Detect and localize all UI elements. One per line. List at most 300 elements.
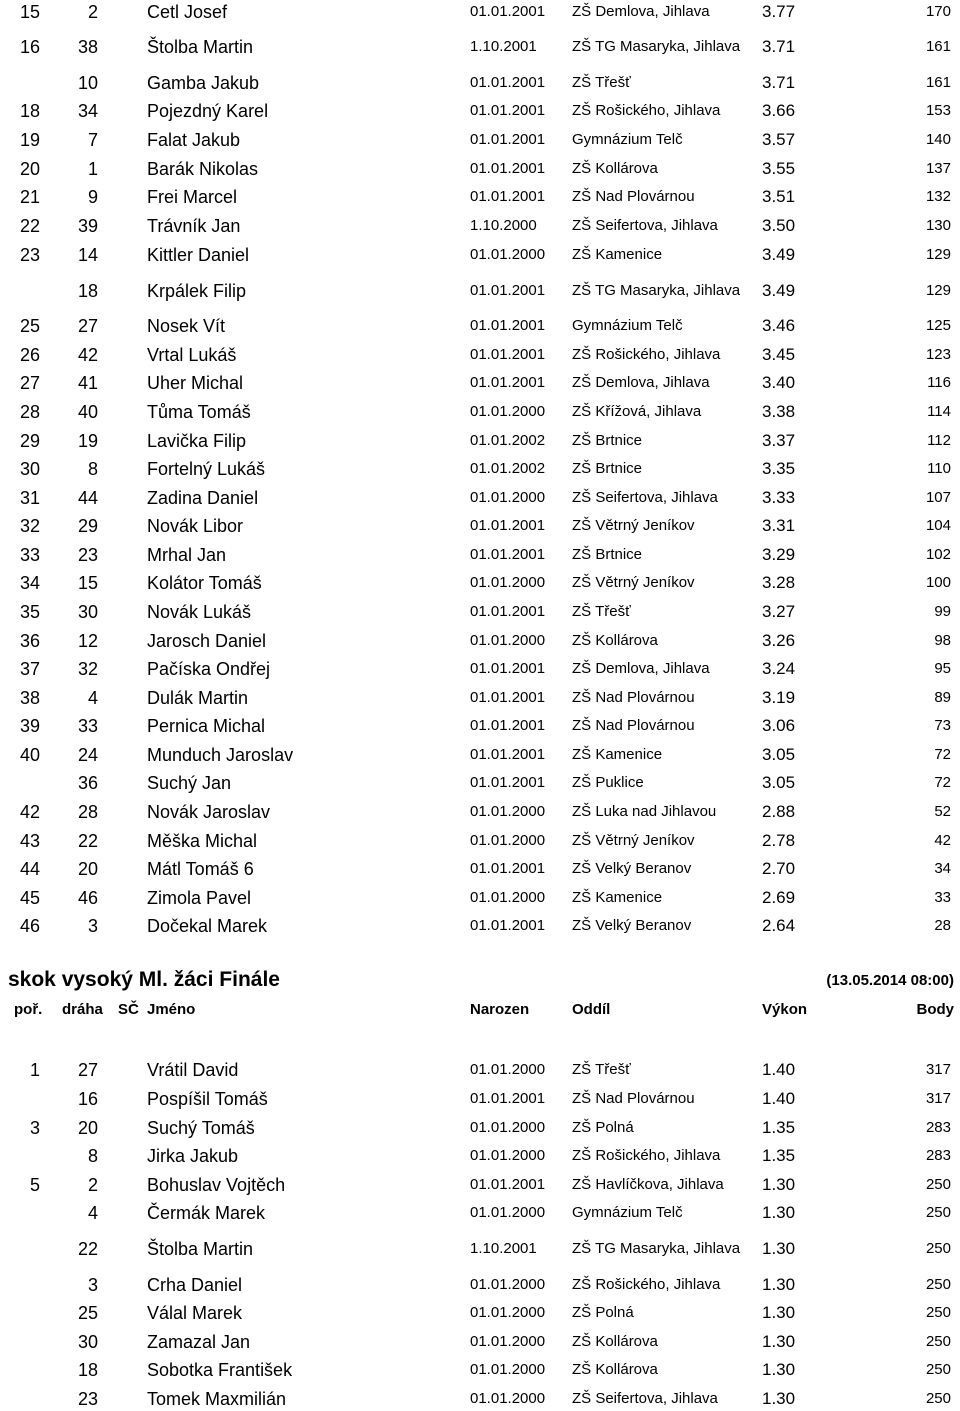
points-cell: 42 xyxy=(934,832,951,849)
lane-cell: 46 xyxy=(77,888,98,908)
name-cell: Novák Libor xyxy=(147,516,244,536)
lane-cell: 1 xyxy=(87,159,98,179)
lane-cell: 42 xyxy=(77,345,98,365)
name-cell: Suchý Tomáš xyxy=(147,1118,255,1138)
table-row xyxy=(0,371,960,395)
performance-cell: 3.40 xyxy=(762,373,796,392)
name-cell: Štolba Martin xyxy=(147,37,254,57)
dob-cell: 01.01.2000 xyxy=(470,1390,546,1407)
lane-cell: 18 xyxy=(77,1360,98,1380)
table-row xyxy=(0,128,960,152)
performance-cell: 3.29 xyxy=(762,545,796,564)
table-row xyxy=(0,314,960,338)
rank-cell: 20 xyxy=(19,159,40,179)
lane-cell: 18 xyxy=(77,281,98,301)
points-cell: 132 xyxy=(925,188,951,205)
name-cell: Nosek Vít xyxy=(147,316,226,336)
table-row xyxy=(0,71,960,95)
rank-cell: 1 xyxy=(29,1060,40,1080)
name-cell: Novák Lukáš xyxy=(147,602,252,622)
col-header-sc: SČ xyxy=(118,1001,139,1018)
dob-cell: 01.01.2000 xyxy=(470,832,546,849)
col-header-rank: poř. xyxy=(14,1001,43,1018)
name-cell: Novák Jaroslav xyxy=(147,802,271,822)
name-cell: Suchý Jan xyxy=(147,773,232,793)
table-row xyxy=(0,543,960,567)
table-row xyxy=(0,571,960,595)
points-cell: 140 xyxy=(925,131,951,148)
table-row xyxy=(0,600,960,624)
points-cell: 123 xyxy=(925,346,951,363)
performance-cell: 3.37 xyxy=(762,431,796,450)
lane-cell: 16 xyxy=(77,1089,98,1109)
lane-cell: 19 xyxy=(77,431,98,451)
club-cell: ZŠ Seifertova, Jihlava xyxy=(572,1390,718,1407)
club-cell: ZŠ Nad Plovárnou xyxy=(572,188,695,205)
table-row xyxy=(0,243,960,267)
table-row xyxy=(0,743,960,767)
table-row xyxy=(0,157,960,181)
lane-cell: 9 xyxy=(87,187,98,207)
rank-cell: 27 xyxy=(19,373,40,393)
table-row xyxy=(0,1273,960,1297)
table-row xyxy=(0,400,960,424)
points-cell: 130 xyxy=(925,217,951,234)
table-row xyxy=(0,829,960,853)
performance-cell: 3.26 xyxy=(762,631,796,650)
table-row xyxy=(0,279,960,303)
name-cell: Bohuslav Vojtěch xyxy=(147,1175,286,1195)
name-cell: Fortelný Lukáš xyxy=(147,459,266,479)
club-cell: ZŠ Kollárova xyxy=(572,160,658,177)
dob-cell: 01.01.2000 xyxy=(470,1276,546,1293)
lane-cell: 32 xyxy=(77,659,98,679)
rank-cell: 23 xyxy=(19,245,40,265)
club-cell: ZŠ Nad Plovárnou xyxy=(572,717,695,734)
points-cell: 137 xyxy=(925,160,951,177)
performance-cell: 3.05 xyxy=(762,745,796,764)
performance-cell: 3.19 xyxy=(762,688,796,707)
name-cell: Vrtal Lukáš xyxy=(147,345,237,365)
lane-cell: 36 xyxy=(77,773,98,793)
club-cell: ZŠ Demlova, Jihlava xyxy=(572,374,710,391)
performance-cell: 3.57 xyxy=(762,130,796,149)
performance-cell: 3.33 xyxy=(762,488,796,507)
lane-cell: 10 xyxy=(77,73,98,93)
club-cell: ZŠ Seifertova, Jihlava xyxy=(572,489,718,506)
points-cell: 28 xyxy=(934,917,951,934)
points-cell: 33 xyxy=(934,889,951,906)
dob-cell: 01.01.2001 xyxy=(470,689,546,706)
lane-cell: 30 xyxy=(77,602,98,622)
performance-cell: 1.30 xyxy=(762,1360,796,1379)
name-cell: Sobotka František xyxy=(147,1360,293,1380)
club-cell: ZŠ Kollárova xyxy=(572,1333,658,1350)
performance-cell: 3.66 xyxy=(762,101,796,120)
lane-cell: 3 xyxy=(87,916,98,936)
name-cell: Kittler Daniel xyxy=(147,245,250,265)
club-cell: ZŠ Rošického, Jihlava xyxy=(572,102,721,119)
table-row xyxy=(0,1201,960,1225)
dob-cell: 01.01.2002 xyxy=(470,460,546,477)
table-row xyxy=(0,185,960,209)
name-cell: Mrhal Jan xyxy=(147,545,227,565)
performance-cell: 2.78 xyxy=(762,831,796,850)
points-cell: 102 xyxy=(925,546,951,563)
lane-cell: 2 xyxy=(87,1175,98,1195)
points-cell: 72 xyxy=(934,774,951,791)
dob-cell: 01.01.2000 xyxy=(470,1361,546,1378)
performance-cell: 3.05 xyxy=(762,773,796,792)
lane-cell: 20 xyxy=(77,1118,98,1138)
name-cell: Barák Nikolas xyxy=(147,159,259,179)
performance-cell: 1.30 xyxy=(762,1389,796,1408)
name-cell: Tomek Maxmilián xyxy=(147,1389,287,1409)
rank-cell: 19 xyxy=(19,130,40,150)
dob-cell: 01.01.2001 xyxy=(470,317,546,334)
points-cell: 98 xyxy=(934,632,951,649)
table-row xyxy=(0,1237,960,1261)
club-cell: ZŠ TG Masaryka, Jihlava xyxy=(572,1240,741,1257)
club-cell: ZŠ TG Masaryka, Jihlava xyxy=(572,38,741,55)
club-cell: ZŠ Puklice xyxy=(572,774,644,791)
points-cell: 283 xyxy=(925,1119,951,1136)
performance-cell: 1.40 xyxy=(762,1060,796,1079)
rank-cell: 45 xyxy=(19,888,40,908)
lane-cell: 22 xyxy=(77,1239,98,1259)
rank-cell: 15 xyxy=(19,2,40,22)
performance-cell: 1.30 xyxy=(762,1203,796,1222)
club-cell: ZŠ Kamenice xyxy=(572,246,663,263)
performance-cell: 3.38 xyxy=(762,402,796,421)
dob-cell: 01.01.2001 xyxy=(470,517,546,534)
table-row xyxy=(0,771,960,795)
dob-cell: 01.01.2000 xyxy=(470,574,546,591)
rank-cell: 29 xyxy=(19,431,40,451)
performance-cell: 3.27 xyxy=(762,602,796,621)
name-cell: Pospíšil Tomáš xyxy=(147,1089,268,1109)
col-header-club: Oddíl xyxy=(572,1001,611,1018)
table-row xyxy=(0,800,960,824)
performance-cell: 3.45 xyxy=(762,345,796,364)
points-cell: 107 xyxy=(925,489,951,506)
table-row xyxy=(0,429,960,453)
col-header-dob: Narozen xyxy=(470,1001,530,1018)
performance-cell: 1.35 xyxy=(762,1146,796,1165)
table-row xyxy=(0,1358,960,1382)
lane-cell: 28 xyxy=(77,802,98,822)
rank-cell: 21 xyxy=(19,187,40,207)
lane-cell: 39 xyxy=(77,216,98,236)
lane-cell: 3 xyxy=(87,1275,98,1295)
performance-cell: 3.35 xyxy=(762,459,796,478)
performance-cell: 1.30 xyxy=(762,1239,796,1258)
points-cell: 153 xyxy=(925,102,951,119)
col-header-perf: Výkon xyxy=(762,1001,808,1018)
club-cell: ZŠ Kollárova xyxy=(572,632,658,649)
club-cell: Gymnázium Telč xyxy=(572,1204,683,1221)
performance-cell: 3.28 xyxy=(762,573,796,592)
name-cell: Zimola Pavel xyxy=(147,888,252,908)
dob-cell: 01.01.2001 xyxy=(470,546,546,563)
rank-cell: 3 xyxy=(29,1118,40,1138)
table-row xyxy=(0,857,960,881)
rank-cell: 38 xyxy=(19,688,40,708)
dob-cell: 01.01.2001 xyxy=(470,1176,546,1193)
club-cell: ZŠ Polná xyxy=(572,1304,634,1321)
dob-cell: 01.01.2000 xyxy=(470,403,546,420)
club-cell: ZŠ Třešť xyxy=(572,1061,631,1078)
points-cell: 116 xyxy=(927,374,951,391)
dob-cell: 01.01.2000 xyxy=(470,1147,546,1164)
dob-cell: 1.10.2001 xyxy=(470,1240,537,1257)
dob-cell: 01.01.2001 xyxy=(470,131,546,148)
points-cell: 250 xyxy=(925,1333,951,1350)
lane-cell: 41 xyxy=(77,373,98,393)
points-cell: 283 xyxy=(925,1147,951,1164)
dob-cell: 01.01.2001 xyxy=(470,102,546,119)
table-row xyxy=(0,1116,960,1140)
lane-cell: 29 xyxy=(77,516,98,536)
table-row xyxy=(0,1301,960,1325)
name-cell: Crha Daniel xyxy=(147,1275,243,1295)
lane-cell: 30 xyxy=(77,1332,98,1352)
table-row xyxy=(0,1387,960,1411)
name-cell: Trávník Jan xyxy=(147,216,241,236)
dob-cell: 01.01.2001 xyxy=(470,774,546,791)
name-cell: Jarosch Daniel xyxy=(147,631,267,651)
points-cell: 161 xyxy=(925,74,951,91)
lane-cell: 38 xyxy=(77,37,98,57)
club-cell: ZŠ Demlova, Jihlava xyxy=(572,3,710,20)
table-row xyxy=(0,35,960,59)
points-cell: 317 xyxy=(925,1061,951,1078)
name-cell: Falat Jakub xyxy=(147,130,241,150)
dob-cell: 01.01.2001 xyxy=(470,74,546,91)
rank-cell: 42 xyxy=(19,802,40,822)
club-cell: ZŠ Kamenice xyxy=(572,889,663,906)
table-row xyxy=(0,1144,960,1168)
table-row xyxy=(0,1058,960,1082)
club-cell: ZŠ Větrný Jeníkov xyxy=(572,517,695,534)
lane-cell: 22 xyxy=(77,831,98,851)
name-cell: Jirka Jakub xyxy=(147,1146,239,1166)
dob-cell: 01.01.2001 xyxy=(470,860,546,877)
points-cell: 72 xyxy=(934,746,951,763)
table-row xyxy=(0,1330,960,1354)
lane-cell: 33 xyxy=(77,716,98,736)
table-row xyxy=(0,686,960,710)
rank-cell: 35 xyxy=(19,602,40,622)
dob-cell: 01.01.2000 xyxy=(470,889,546,906)
lane-cell: 4 xyxy=(87,688,98,708)
dob-cell: 1.10.2000 xyxy=(470,217,537,234)
rank-cell: 46 xyxy=(19,916,40,936)
table-row xyxy=(0,714,960,738)
dob-cell: 01.01.2000 xyxy=(470,1061,546,1078)
name-cell: Lavička Filip xyxy=(147,431,247,451)
table-row xyxy=(0,886,960,910)
club-cell: Gymnázium Telč xyxy=(572,131,683,148)
rank-cell: 43 xyxy=(19,831,40,851)
dob-cell: 01.01.2000 xyxy=(470,632,546,649)
lane-cell: 8 xyxy=(87,1146,98,1166)
points-cell: 100 xyxy=(925,574,951,591)
table-row xyxy=(0,514,960,538)
dob-cell: 01.01.2001 xyxy=(470,374,546,391)
rank-cell: 31 xyxy=(19,488,40,508)
points-cell: 52 xyxy=(934,803,951,820)
rank-cell: 16 xyxy=(19,37,40,57)
name-cell: Krpálek Filip xyxy=(147,281,247,301)
performance-cell: 1.30 xyxy=(762,1303,796,1322)
club-cell: Gymnázium Telč xyxy=(572,317,683,334)
section-title: skok vysoký Ml. žáci Finále xyxy=(8,968,280,991)
club-cell: ZŠ Rošického, Jihlava xyxy=(572,346,721,363)
lane-cell: 23 xyxy=(77,1389,98,1409)
rank-cell: 32 xyxy=(19,516,40,536)
dob-cell: 01.01.2000 xyxy=(470,1304,546,1321)
club-cell: ZŠ Brtnice xyxy=(572,546,643,563)
rank-cell: 39 xyxy=(19,716,40,736)
club-cell: ZŠ Rošického, Jihlava xyxy=(572,1276,721,1293)
points-cell: 250 xyxy=(925,1176,951,1193)
name-cell: Munduch Jaroslav xyxy=(147,745,294,765)
name-cell: Vrátil David xyxy=(147,1060,239,1080)
points-cell: 317 xyxy=(925,1090,951,1107)
dob-cell: 01.01.2001 xyxy=(470,346,546,363)
club-cell: ZŠ Brtnice xyxy=(572,432,643,449)
dob-cell: 01.01.2001 xyxy=(470,1090,546,1107)
dob-cell: 01.01.2000 xyxy=(470,489,546,506)
name-cell: Uher Michal xyxy=(147,373,244,393)
points-cell: 129 xyxy=(925,246,951,263)
dob-cell: 01.01.2000 xyxy=(470,1204,546,1221)
club-cell: ZŠ Třešť xyxy=(572,74,631,91)
club-cell: ZŠ Nad Plovárnou xyxy=(572,689,695,706)
rank-cell: 28 xyxy=(19,402,40,422)
points-cell: 99 xyxy=(934,603,951,620)
table-row xyxy=(0,486,960,510)
points-cell: 104 xyxy=(925,517,951,534)
lane-cell: 15 xyxy=(77,573,98,593)
table-row xyxy=(0,1173,960,1197)
name-cell: Pačíska Ondřej xyxy=(147,659,271,679)
rank-cell: 33 xyxy=(19,545,40,565)
points-cell: 114 xyxy=(927,403,951,420)
dob-cell: 1.10.2001 xyxy=(470,38,537,55)
performance-cell: 2.69 xyxy=(762,888,796,907)
lane-cell: 27 xyxy=(77,316,98,336)
dob-cell: 01.01.2001 xyxy=(470,160,546,177)
lane-cell: 8 xyxy=(87,459,98,479)
points-cell: 73 xyxy=(934,717,951,734)
dob-cell: 01.01.2002 xyxy=(470,432,546,449)
club-cell: ZŠ Polná xyxy=(572,1119,634,1136)
dob-cell: 01.01.2001 xyxy=(470,3,546,20)
col-header-points: Body xyxy=(916,1001,954,1018)
performance-cell: 3.51 xyxy=(762,187,796,206)
name-cell: Zadina Daniel xyxy=(147,488,259,508)
points-cell: 129 xyxy=(925,282,951,299)
lane-cell: 34 xyxy=(77,101,98,121)
table-row xyxy=(0,0,960,24)
name-cell: Čermák Marek xyxy=(147,1203,266,1223)
club-cell: ZŠ Seifertova, Jihlava xyxy=(572,217,718,234)
table-row xyxy=(0,457,960,481)
club-cell: ZŠ Demlova, Jihlava xyxy=(572,660,710,677)
points-cell: 125 xyxy=(925,317,951,334)
lane-cell: 23 xyxy=(77,545,98,565)
club-cell: ZŠ Větrný Jeníkov xyxy=(572,832,695,849)
table-row xyxy=(0,657,960,681)
table-row xyxy=(0,214,960,238)
points-cell: 89 xyxy=(934,689,951,706)
name-cell: Dočekal Marek xyxy=(147,916,268,936)
performance-cell: 2.88 xyxy=(762,802,796,821)
table-row xyxy=(0,1087,960,1111)
lane-cell: 24 xyxy=(77,745,98,765)
table-row xyxy=(0,343,960,367)
lane-cell: 44 xyxy=(77,488,98,508)
name-cell: Cetl Josef xyxy=(147,2,228,22)
lane-cell: 27 xyxy=(77,1060,98,1080)
name-cell: Zamazal Jan xyxy=(147,1332,251,1352)
name-cell: Frei Marcel xyxy=(147,187,238,207)
performance-cell: 3.31 xyxy=(762,516,796,535)
performance-cell: 1.30 xyxy=(762,1175,796,1194)
performance-cell: 3.49 xyxy=(762,281,796,300)
dob-cell: 01.01.2000 xyxy=(470,1119,546,1136)
dob-cell: 01.01.2001 xyxy=(470,603,546,620)
club-cell: ZŠ Brtnice xyxy=(572,460,643,477)
rank-cell: 18 xyxy=(19,101,40,121)
points-cell: 250 xyxy=(925,1204,951,1221)
dob-cell: 01.01.2001 xyxy=(470,746,546,763)
name-cell: Měška Michal xyxy=(147,831,258,851)
lane-cell: 40 xyxy=(77,402,98,422)
rank-cell: 30 xyxy=(19,459,40,479)
performance-cell: 1.30 xyxy=(762,1275,796,1294)
points-cell: 34 xyxy=(934,860,951,877)
table-row xyxy=(0,99,960,123)
club-cell: ZŠ Nad Plovárnou xyxy=(572,1090,695,1107)
performance-cell: 3.06 xyxy=(762,716,796,735)
performance-cell: 3.50 xyxy=(762,216,796,235)
lane-cell: 2 xyxy=(87,2,98,22)
lane-cell: 14 xyxy=(77,245,98,265)
col-header-lane: dráha xyxy=(62,1001,103,1018)
lane-cell: 25 xyxy=(77,1303,98,1323)
performance-cell: 1.35 xyxy=(762,1118,796,1137)
points-cell: 95 xyxy=(934,660,951,677)
rank-cell: 40 xyxy=(19,745,40,765)
rank-cell: 25 xyxy=(19,316,40,336)
performance-cell: 3.71 xyxy=(762,73,796,92)
club-cell: ZŠ Třešť xyxy=(572,603,631,620)
section-datetime: (13.05.2014 08:00) xyxy=(826,972,954,989)
performance-cell: 3.49 xyxy=(762,245,796,264)
name-cell: Štolba Martin xyxy=(147,1239,254,1259)
name-cell: Válal Marek xyxy=(147,1303,243,1323)
club-cell: ZŠ Velký Beranov xyxy=(572,860,692,877)
performance-cell: 2.70 xyxy=(762,859,796,878)
table-row xyxy=(0,914,960,938)
performance-cell: 3.46 xyxy=(762,316,796,335)
name-cell: Kolátor Tomáš xyxy=(147,573,262,593)
rank-cell: 26 xyxy=(19,345,40,365)
points-cell: 112 xyxy=(927,432,951,449)
